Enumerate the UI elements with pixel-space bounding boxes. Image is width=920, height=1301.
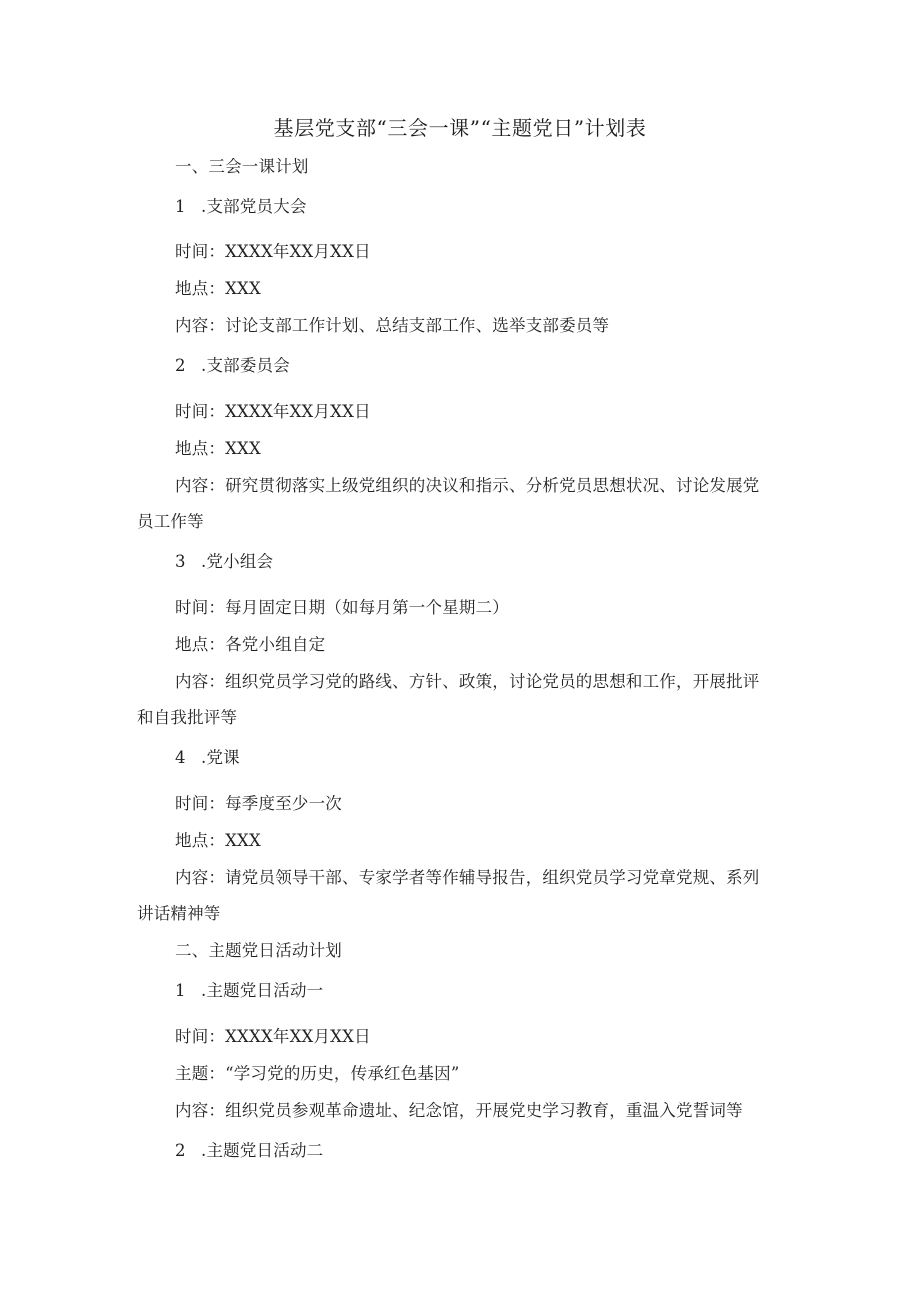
item-label: .党课 bbox=[201, 748, 240, 767]
item-number: 2 bbox=[175, 1141, 186, 1160]
item-number: 1 bbox=[175, 197, 186, 216]
item-label: .支部党员大会 bbox=[201, 197, 307, 216]
item3-content-line2: 和自我批评等 bbox=[137, 708, 238, 727]
activity1-content: 内容：组织党员参观革命遗址、纪念馆，开展党史学习教育，重温入党誓词等 bbox=[175, 1101, 743, 1120]
item3-content-line1: 内容：组织党员学习党的路线、方针、政策，讨论党员的思想和工作，开展批评 bbox=[175, 672, 760, 691]
item-heading-branch-committee bbox=[175, 355, 290, 377]
item-number: 4 bbox=[175, 748, 186, 767]
item2-content-line2: 员工作等 bbox=[137, 512, 204, 531]
item-heading-theme-activity-one bbox=[175, 980, 323, 1002]
item2-time: 时间：XXXX年XX月XX日 bbox=[175, 402, 371, 421]
item4-place: 地点：XXX bbox=[175, 831, 261, 850]
activity1-time: 时间：XXXX年XX月XX日 bbox=[175, 1027, 371, 1046]
item4-content-line2: 讲话精神等 bbox=[137, 904, 221, 923]
section-heading-theme-party-day: 二、主题党日活动计划 bbox=[175, 941, 342, 960]
item-heading-party-lecture bbox=[175, 747, 240, 769]
item-heading-party-group-meeting bbox=[175, 551, 273, 573]
section-heading-three-meetings: 一、三会一课计划 bbox=[175, 157, 309, 176]
item2-content-line1: 内容：研究贯彻落实上级党组织的决议和指示、分析党员思想状况、讨论发展党 bbox=[175, 476, 760, 495]
item2-place: 地点：XXX bbox=[175, 439, 261, 458]
item-label: .支部委员会 bbox=[201, 356, 290, 375]
item4-content-line1: 内容：请党员领导干部、专家学者等作辅导报告，组织党员学习党章党规、系列 bbox=[175, 868, 760, 887]
item1-place: 地点：XXX bbox=[175, 279, 261, 298]
item1-time: 时间：XXXX年XX月XX日 bbox=[175, 242, 371, 261]
item-label: .主题党日活动二 bbox=[201, 1141, 324, 1160]
item3-time: 时间：每月固定日期（如每月第一个星期二） bbox=[175, 598, 509, 617]
item-label: .党小组会 bbox=[201, 552, 274, 571]
item4-time: 时间：每季度至少一次 bbox=[175, 794, 342, 813]
item-heading-branch-general-meeting bbox=[175, 196, 307, 218]
item-heading-theme-activity-two bbox=[175, 1140, 323, 1162]
item-number: 3 bbox=[175, 552, 186, 571]
document-title: 基层党支部“三会一课”“主题党日”计划表 bbox=[273, 116, 647, 140]
item1-content: 内容：讨论支部工作计划、总结支部工作、选举支部委员等 bbox=[175, 316, 610, 335]
activity1-theme: 主题：“学习党的历史，传承红色基因” bbox=[175, 1064, 460, 1083]
item3-place: 地点：各党小组自定 bbox=[175, 635, 326, 654]
item-number: 1 bbox=[175, 981, 186, 1000]
item-label: .主题党日活动一 bbox=[201, 981, 324, 1000]
item-number: 2 bbox=[175, 356, 186, 375]
